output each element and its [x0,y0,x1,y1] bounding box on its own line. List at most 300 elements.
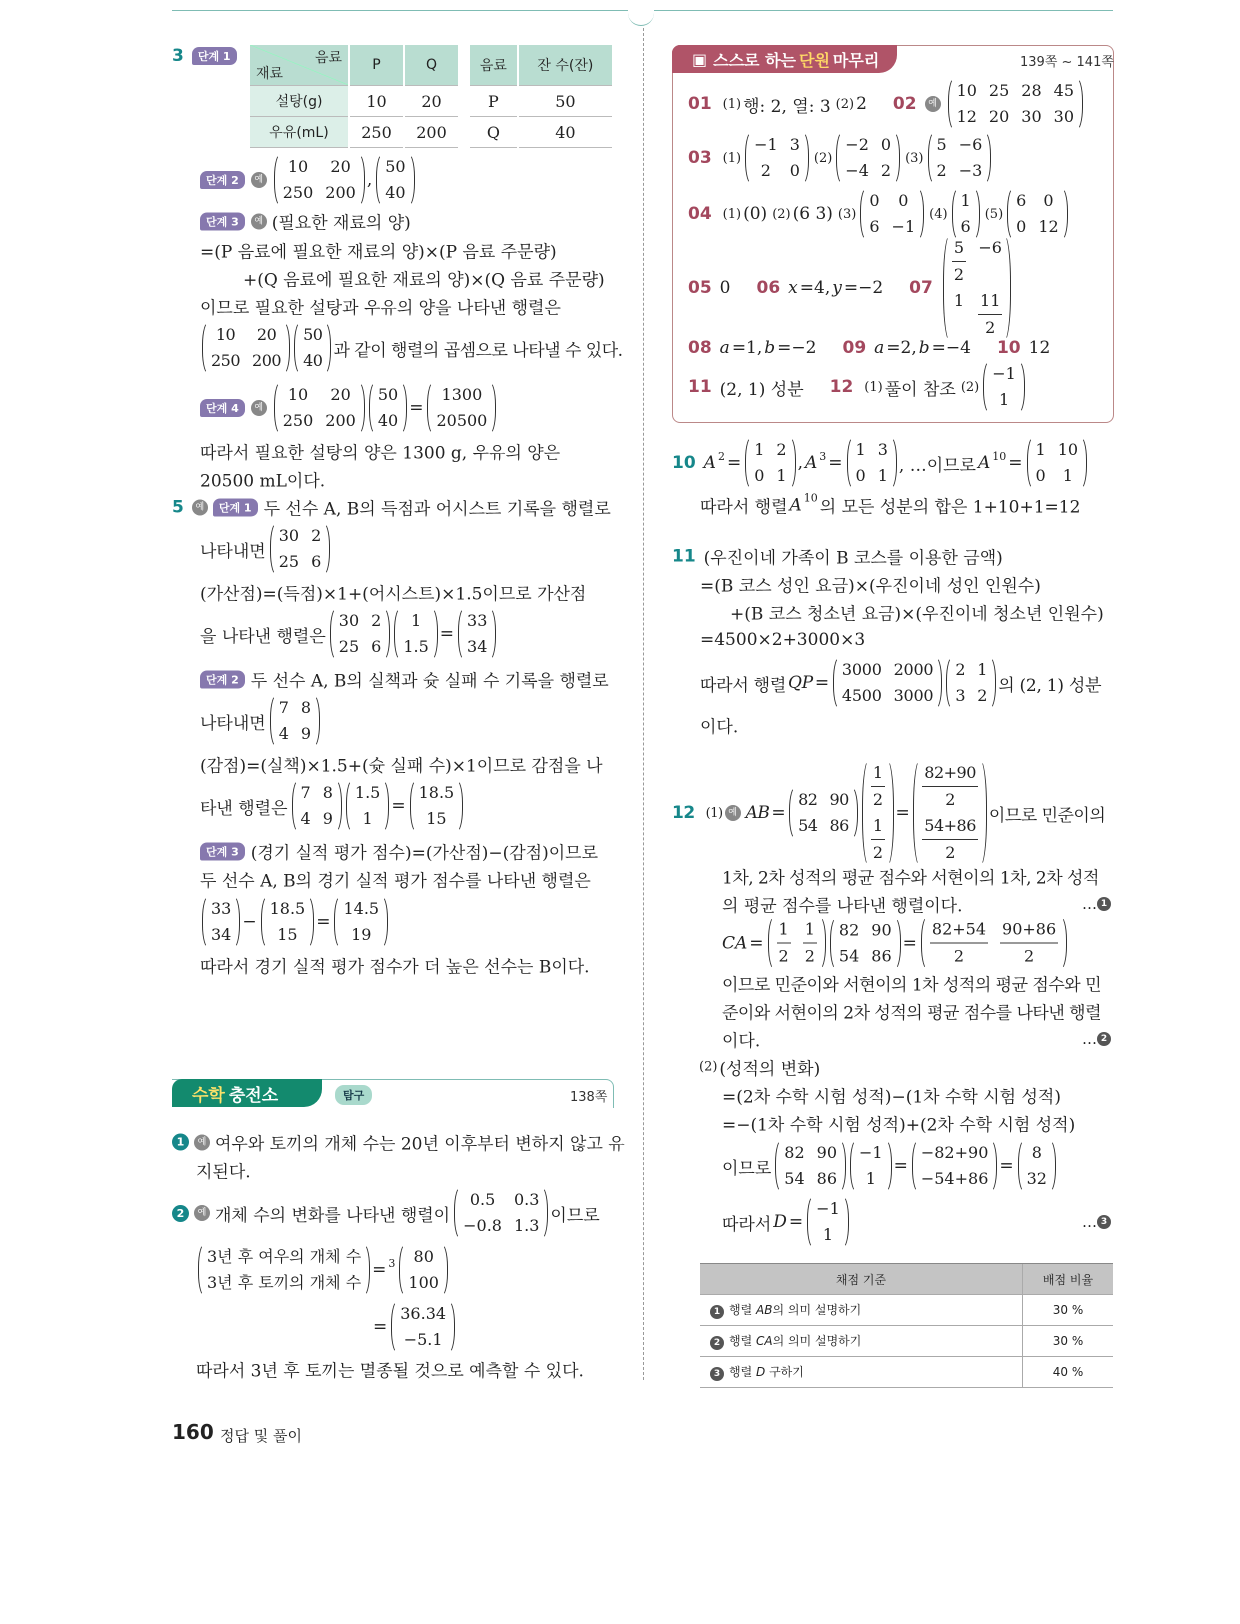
text: 따라서 필요한 설탕의 양은 1300 g, 우유의 양은 [200,443,561,464]
matrix-body [840,656,935,710]
matrix-cell: −1 [816,1199,840,1218]
matrix-body [277,522,324,576]
matrix-body [920,759,980,867]
matrix-cell: 1 [977,660,988,679]
text: (우진이네 가족이 B 코스를 이용한 금액) [703,548,1003,569]
denominator: 2 [872,790,883,809]
right-paren [802,131,809,185]
matrix-cell: 86 [871,946,892,965]
text: 따라서 경기 실적 평가 점수가 더 높은 선수는 B이다. [200,957,590,978]
numerator: 11 [978,288,1002,315]
right-paren [885,1139,892,1193]
matrix [427,381,496,435]
answer-number: 10 [996,338,1021,358]
solution-line [200,667,611,692]
example-icon: 예 [251,400,267,416]
matrix-cell: 19 [351,925,372,944]
right-paren [973,187,980,241]
text: = [391,796,406,816]
matrix-body [406,1243,441,1297]
solution-line [200,839,600,864]
matrix-body [1025,1139,1049,1193]
ratio: 30 % [1023,1295,1114,1326]
ellipsis: … [1082,1213,1097,1231]
corner-header [250,45,349,86]
problem-number: 10 [672,453,696,473]
orders-table [470,45,614,148]
problem-3-label [172,46,243,66]
right-paren [408,153,415,207]
solution-line [200,153,417,207]
matrix-cell: 0 [1016,217,1027,236]
answer-line [688,234,1013,342]
table-row [700,1357,1113,1388]
matrix-cell: 20 [330,157,351,176]
text: 이므로 [550,1205,600,1226]
matrix-cell: 80 [413,1247,434,1266]
superscript: 3 [819,449,827,463]
matrix-cell: 20500 [436,411,488,430]
right-paren [1080,436,1087,490]
problem-number: 11 [672,546,696,566]
text: 을 나타낸 행렬은 [200,626,326,647]
matrix-cell: 0 [880,135,892,154]
solution-line [722,1083,1063,1108]
text: 풀이 참조 [884,379,956,400]
matrix-cell: 45 [1053,81,1074,100]
right-paren [363,1243,370,1297]
step-marker-2 [1082,1030,1116,1048]
matrix-cell: 6 [960,217,971,236]
solution-line [200,238,559,263]
matrix [847,436,897,490]
matrix-cell: 3 [955,686,966,705]
solution-line [722,1027,762,1052]
matrix-cell: 3000 [841,660,882,679]
text: = [316,912,331,932]
text: 의 평균 점수를 나타낸 행렬이다. [722,896,963,917]
matrix [862,759,894,867]
right-paren [541,1186,548,1240]
var: CA [756,1334,773,1348]
matrix-cell: 50 [385,157,406,176]
text: (6 3) [792,204,833,224]
row-label: 설탕(g) [250,86,349,117]
col-header: 잔 수(잔) [518,45,613,86]
step-marker-1 [1082,895,1116,913]
fraction [952,235,966,288]
table-row [470,86,613,117]
left-paren [376,153,383,207]
text: 나타내면 [200,713,266,734]
answer-number: 02 [892,94,917,114]
matrix-cell: 86 [829,816,849,835]
left-paren [1018,1139,1025,1193]
matrix-cell: 1 [822,1225,834,1244]
matrix-cell: 0 [855,466,866,485]
text: =−(1차 수학 시험 성적)+(2차 수학 시험 성적) [722,1115,1076,1136]
matrix-body [752,436,788,490]
explore-tag: 탐구 [335,1085,372,1105]
matrix-cell: −0.8 [463,1216,502,1235]
text: 12 [1028,338,1051,358]
matrix-cell: −3 [958,161,983,180]
text: (2, 1) 성분 [719,379,804,400]
solution-line [700,656,1103,710]
text: 개체 수의 변화를 나타낸 행렬이 [215,1205,451,1226]
left-paren [399,1243,406,1297]
matrix [860,187,924,241]
text: 이다. [700,717,739,738]
text: = [788,1212,804,1232]
matrix [334,895,388,949]
right-paren [400,381,407,435]
right-paren [893,131,900,185]
fraction [922,813,978,866]
left-paren [427,381,434,435]
matrix [274,153,365,207]
answer-number: 01 [688,94,712,114]
ratio: 40 % [1023,1357,1114,1388]
left-paren [294,321,301,375]
answer-number: 04 [688,204,712,224]
matrix-cell: −6 [958,135,983,154]
text: (필요한 재료의 양) [271,213,411,234]
cell: 40 [518,117,613,148]
solution-line [200,752,605,777]
step-marker-3 [1082,1213,1116,1231]
sub-number: (1) [722,150,742,166]
solution-line [373,1300,457,1354]
matrix-cell: 2 [776,440,787,459]
text: 의 의미 설명하기 [772,1303,862,1317]
text: 따라서 3년 후 토끼는 멸종될 것으로 예측할 수 있다. [196,1361,584,1382]
matrix-cell: 33 [211,899,232,918]
var: D [756,1365,766,1379]
matrix-cell: 30 [278,526,300,545]
circled-number-icon: 3 [710,1367,724,1381]
matrix-cell: 40 [303,351,323,370]
solution-line [722,864,1101,889]
left-paren [745,131,752,185]
matrix-body [401,607,430,661]
text: 의 (2, 1) 성분 [998,675,1102,696]
answer-line [688,187,1070,241]
matrix-cell: 30 [338,611,360,630]
matrix-cell: 36.34 [400,1304,447,1323]
matrix-cell: 8 [300,698,312,717]
text: = [726,453,742,473]
right-paren [358,381,365,435]
left-paren [921,916,928,971]
solution-line [200,694,322,748]
variable: A [703,453,716,473]
solution-line [172,1130,627,1155]
answer-number: 12 [829,377,854,397]
matrix-cell: 10 [215,325,236,344]
sub-number: (5) [984,206,1004,222]
left-paren [943,234,950,342]
fraction [930,917,988,970]
solution-line [200,867,593,892]
matrix [198,1243,370,1297]
circled-number-icon: 2 [1097,1032,1111,1046]
solution-line [200,467,327,492]
denominator: 2 [953,265,965,284]
matrix [789,786,858,840]
matrix-cell: 1 [1035,440,1046,459]
matrix [1018,1139,1056,1193]
matrix [768,916,826,971]
solution-line [243,266,607,291]
matrix [270,694,320,748]
matrix-cell: 90 [829,790,849,809]
matrix-cell: 2 [936,161,947,180]
matrix-cell: 8 [1031,1143,1042,1162]
matrix-cell: 4 [278,724,289,743]
matrix-cell: 1 [1062,466,1073,485]
solution-line [200,895,390,949]
right-paren [283,321,290,375]
matrix-cell: 3 [789,135,800,154]
variable: a [874,338,885,358]
right-paren [1076,77,1083,131]
matrix-cell: 1 [877,466,888,485]
matrix-body [1034,436,1081,490]
matrix [261,895,315,949]
variable: A [789,495,802,515]
matrix [946,656,996,710]
matrix-cell: 54 [798,816,818,835]
right-paren [842,1195,849,1249]
matrix-body [796,786,851,840]
matrix-cell: 20 [330,385,351,404]
matrix-cell: 40 [385,183,406,202]
step-badge: 단계 2 [200,171,245,189]
left-paren [862,759,869,867]
left-paren [789,786,796,840]
numerator: 90+86 [1000,917,1058,944]
circled-number-icon: 1 [710,1305,724,1319]
matrix [1007,187,1068,241]
text: = [749,933,764,953]
matrix-cell: 2 [371,611,382,630]
matrix [948,77,1083,131]
matrix-cell: 30 [1021,107,1042,126]
matrix-cell: 50 [303,325,323,344]
text: 따라서 행렬 [700,675,787,696]
answer-number: 07 [909,278,933,298]
text: 이므로 필요한 설탕과 우유의 양을 나타낸 행렬은 [200,298,561,319]
matrix-cell: 86 [816,1169,837,1188]
review-title: 스스로 하는 [713,50,796,70]
answer-number: 11 [688,377,712,397]
matrix-body [341,895,381,949]
right-paren [890,436,897,490]
matrix [202,895,240,949]
book-icon: ▣ [692,49,708,69]
text: (0) [743,204,768,224]
top-notch [628,9,654,26]
variable: QP [788,673,813,693]
charger-page-ref: 138쪽 [570,1090,608,1105]
matrix-cell: 90 [871,920,892,939]
sub-number: (1) [722,96,742,112]
matrix [775,1139,846,1193]
matrix-cell: 1 [865,1169,876,1188]
matrix-body [814,1195,842,1249]
matrix [391,1300,455,1354]
matrix [202,321,290,375]
matrix-cell: 200 [252,351,282,370]
text: 이다. [722,1031,761,1052]
matrix-cell: 32 [1026,1169,1047,1188]
ingredients-table [250,45,460,148]
matrix-cell: 82 [784,1143,805,1162]
fraction [871,760,885,813]
solution-line [700,630,867,650]
left-paren [198,1243,205,1297]
left-paren [775,1139,782,1193]
left-paren [410,779,417,833]
right-paren [887,759,894,867]
text: +(Q 음료에 필요한 재료의 양)×(Q 음료 주문량) [243,270,605,291]
sub-number: (1) [722,206,742,222]
review-title-rest: 마무리 [832,50,880,70]
matrix-body [782,1139,839,1193]
example-icon: 예 [251,172,267,188]
denominator: 2 [945,843,955,862]
left-paren [847,436,854,490]
solution-line [672,759,1107,867]
numerator: 82+54 [930,917,988,944]
matrix-cell: 82 [798,790,818,809]
matrix-cell: 54 [784,1169,805,1188]
matrix-cell: 25 [278,552,300,571]
circled-number-icon: 2 [172,1205,189,1222]
matrix-cell: −4 [845,161,869,180]
denominator: 2 [1023,946,1035,966]
matrix-body [935,131,985,185]
cell: P [470,86,518,117]
matrix [394,607,437,661]
variable: b [764,338,776,358]
text: 두 선수 A, B의 경기 실적 평가 점수를 나타낸 행렬은 [200,871,591,892]
matrix-cell: 2 [311,526,322,545]
matrix-body [301,321,324,375]
text: +(B 코스 청소년 요금)×(우진이네 청소년 인원수) [730,604,1104,625]
matrix-cell: 7 [300,783,311,802]
text: 두 선수 A, B의 실책과 슛 실패 수 기록을 행렬로 [250,671,609,692]
problem-number: 12 [672,803,695,823]
matrix-cell: 34 [211,925,232,944]
matrix [952,187,980,241]
text: = [409,398,424,418]
matrix-cell: 18.5 [269,899,306,918]
left-paren [768,916,775,971]
left-paren [860,187,867,241]
denominator: 2 [872,843,883,862]
right-paren [819,916,826,971]
left-paren [850,1139,857,1193]
matrix [830,916,901,970]
step-badge: 단계 3 [200,842,245,860]
matrix [836,131,900,185]
problem-number: 5 [172,497,184,517]
matrix-cell: 250 [282,411,314,430]
fraction [871,813,885,866]
text: 나타내면 [200,541,266,562]
text: 이므로 [722,1158,772,1179]
right-paren [839,1139,846,1193]
answer-number: 08 [688,338,712,358]
matrix-body [950,234,1005,342]
matrix-cell: 1 [362,809,373,828]
right-paren [1061,187,1068,241]
step-badge: 단계 1 [213,498,258,516]
matrix-cell: 15 [426,809,447,828]
step-badge: 단계 1 [192,47,237,65]
left-paren [292,779,299,833]
solution-line [200,321,625,375]
left-paren [334,895,341,949]
matrix-cell: 1 [754,440,765,459]
matrix-cell: 3000 [893,686,934,705]
solution-line [696,1055,822,1080]
right-paren [989,656,996,710]
example-icon: 예 [192,499,208,515]
charger-title-highlight: 수학 [192,1085,225,1106]
text: = [439,624,455,644]
matrix-body [869,759,887,867]
matrix-cell: 0 [1035,466,1046,485]
solution-line [722,999,1103,1024]
left-paren [807,1195,814,1249]
cell: 10 [349,86,404,117]
sub-number: (3) [837,206,857,222]
answer-line [688,338,1052,358]
right-paren [313,694,320,748]
right-paren [233,895,240,949]
right-paren [935,656,942,710]
solution-line [196,1357,586,1382]
variable: y [832,278,842,298]
example-icon: 예 [194,1205,210,1221]
matrix-cell: 0 [789,161,800,180]
left-paren [391,1300,398,1354]
matrix-cell: 28 [1021,81,1042,100]
left-paren [270,522,277,576]
right-paren [851,786,858,840]
right-paren [894,916,901,970]
matrix-cell: 20 [256,325,277,344]
criterion [700,1295,1023,1326]
matrix-body [775,916,819,971]
left-paren [274,381,281,435]
right-paren [448,1300,455,1354]
answer-line [688,360,1027,414]
text: 구하기 [765,1365,804,1379]
col-header: 배점 비율 [1023,1264,1114,1295]
matrix-cell: 4500 [841,686,882,705]
matrix-cell: −1 [859,1143,883,1162]
numerator: 1 [777,917,791,944]
solution-line [172,495,613,520]
text: =(P 음료에 필요한 재료의 양)×(P 음료 주문량) [200,242,557,263]
variable: CA [722,933,748,953]
matrix-cell: 10 [287,385,309,404]
text: 따라서 [722,1214,772,1235]
